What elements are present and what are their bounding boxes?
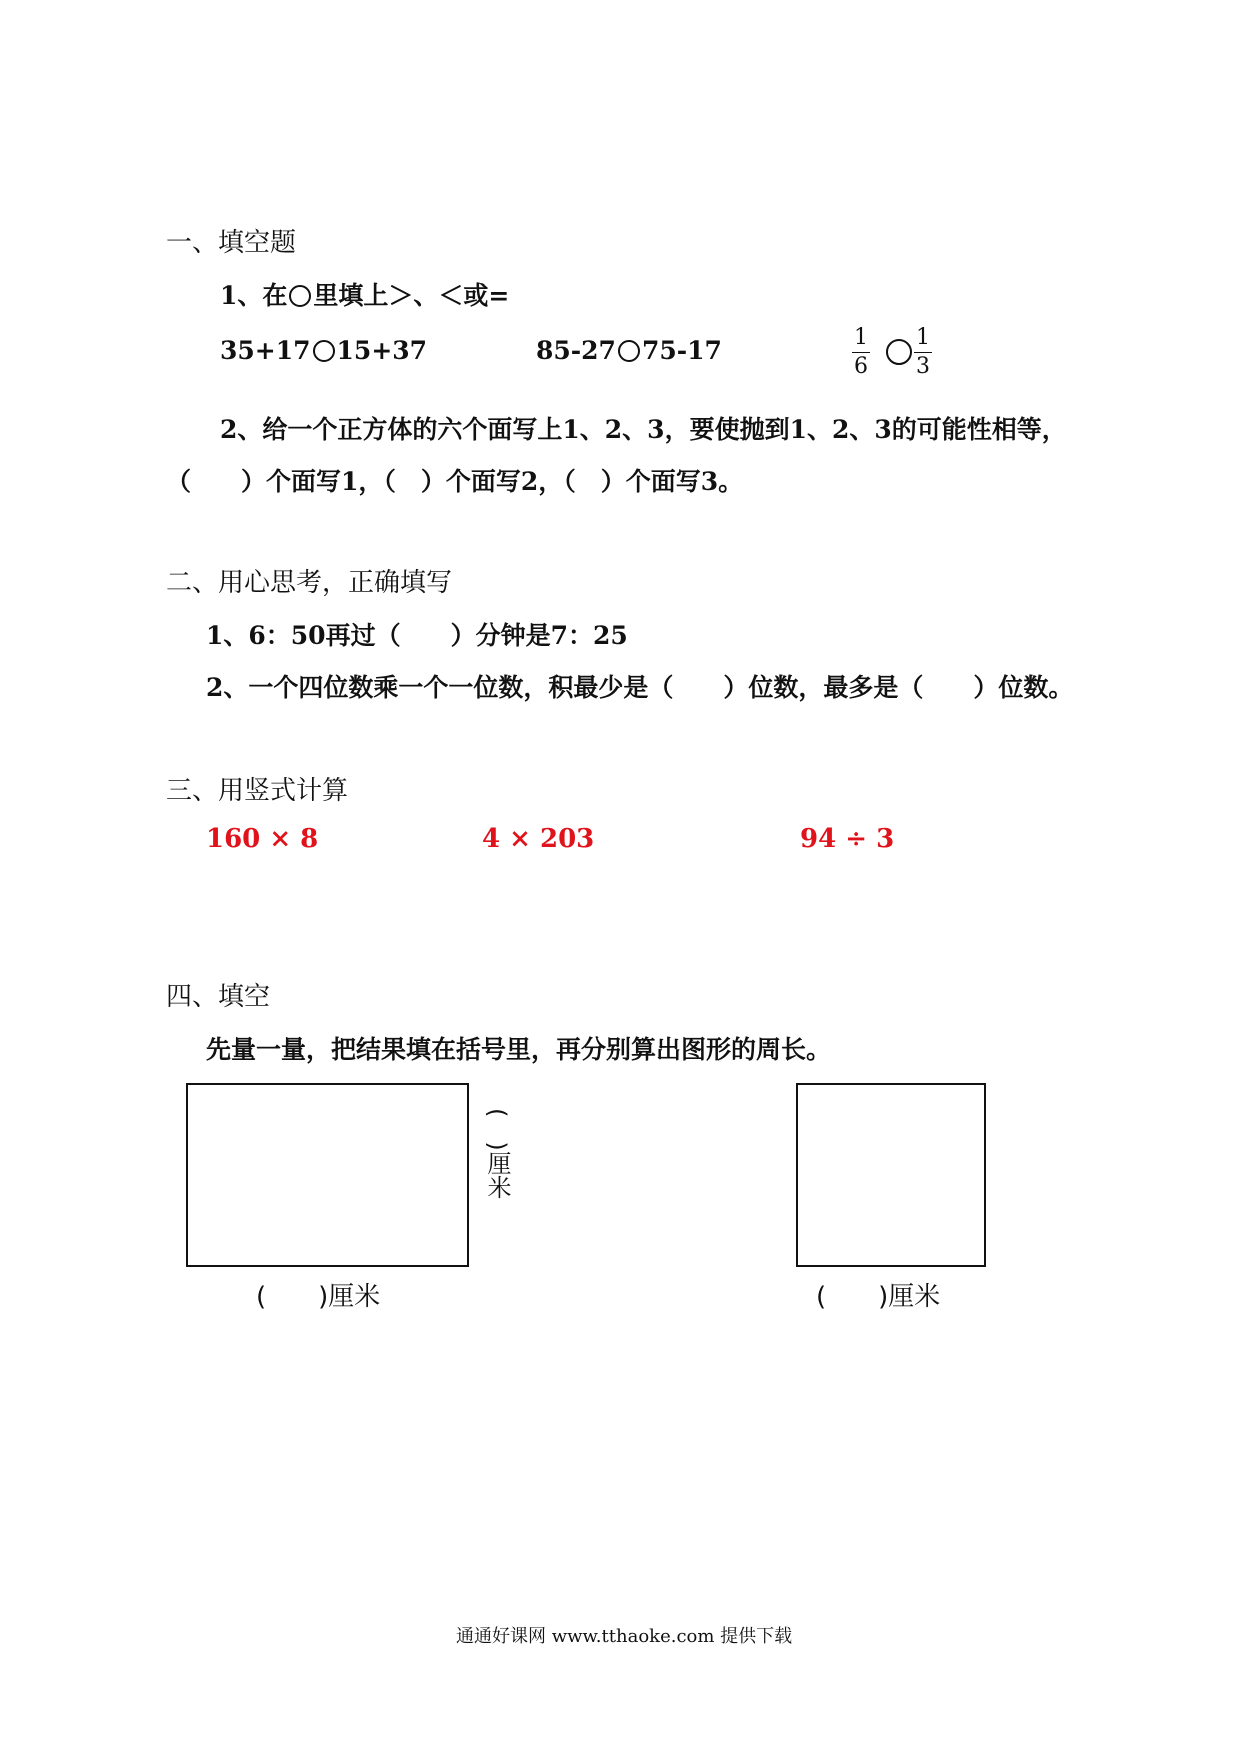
fraction-right <box>914 326 932 379</box>
calc-problem-3: 94 ÷ 3 <box>800 824 895 854</box>
square-shape <box>796 1083 986 1267</box>
question-1-prompt <box>220 276 509 312</box>
fraction-left-numerator: 1 <box>854 325 868 350</box>
fraction-bar <box>852 352 870 353</box>
circle-icon <box>289 285 311 307</box>
compare-circle-1[interactable] <box>313 340 335 362</box>
calc-problem-1: 160 × 8 <box>206 824 319 854</box>
section-4-instruction: 先量一量，把结果填在括号里，再分别算出图形的周长。 <box>206 1035 832 1064</box>
comparison-2-right: 75-17 <box>641 336 722 365</box>
compare-circle-3[interactable] <box>886 339 912 365</box>
question-1-prompt-start: 1、在 <box>220 281 288 310</box>
comparison-2 <box>536 336 722 365</box>
comparison-2-left: 85-27 <box>536 336 616 365</box>
calc-problem-2: 4 × 203 <box>482 824 595 854</box>
rectangle-shape <box>186 1083 469 1267</box>
fraction-left-denominator: 6 <box>854 354 868 379</box>
fraction-right-numerator: 1 <box>916 325 930 350</box>
square-bottom-label: ( )厘米 <box>816 1282 941 1312</box>
question-1-prompt-end: 里填上＞、＜或= <box>313 281 510 310</box>
footer-text: 通通好课网 www.tthaoke.com 提供下载 <box>456 1626 793 1647</box>
section-3-title: 三、用竖式计算 <box>166 776 349 806</box>
comparison-1-right: 15+37 <box>336 336 428 365</box>
question-2-line-1: 2、给一个正方体的六个面写上1、2、3，要使抛到1、2、3的可能性相等， <box>220 415 1067 444</box>
fraction-bar <box>914 352 932 353</box>
section-2-title: 二、用心思考，正确填写 <box>166 568 453 598</box>
question-2-line-2: （ ）个面写1，（ ）个面写2，（ ）个面写3。 <box>166 467 744 496</box>
section-1-title: 一、填空题 <box>166 228 297 258</box>
section-2-question-2: 2、一个四位数乘一个一位数，积最少是（ ）位数，最多是（ ）位数。 <box>206 673 1074 702</box>
rectangle-side-label: ( )厘米 <box>483 1108 511 1199</box>
compare-circle-2[interactable] <box>618 340 640 362</box>
section-2-question-1: 1、6：50再过（ ）分钟是7：25 <box>206 621 628 650</box>
fraction-right-denominator: 3 <box>916 354 930 379</box>
comparison-1 <box>220 336 427 365</box>
rectangle-bottom-label: ( )厘米 <box>256 1282 381 1312</box>
fraction-left <box>852 326 870 379</box>
section-4-title: 四、填空 <box>166 982 271 1012</box>
comparison-1-left: 35+17 <box>220 336 311 365</box>
